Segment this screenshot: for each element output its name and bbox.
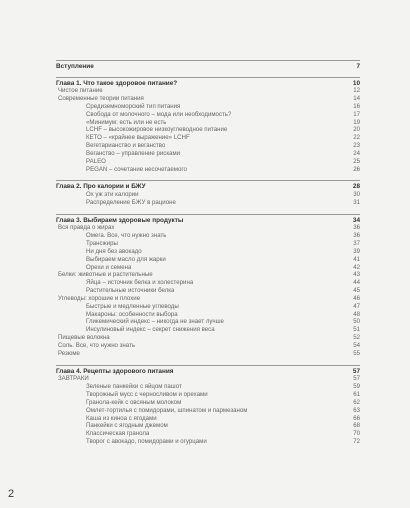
- toc-intro-title: Вступление: [56, 63, 94, 70]
- toc-entry-title: PEGAN – сочетание несочетаемого: [86, 165, 187, 173]
- toc-entry-title: «Минимум: есть или не есть: [86, 118, 167, 126]
- toc-entry-title: Панкейки с ягодным джемом: [86, 422, 168, 430]
- toc-entry-title: Гранола-кейк с овсяным молоком: [86, 398, 182, 406]
- toc-entry-title: Инсулиновый индекс – секрет снижения веса: [86, 326, 215, 334]
- toc-chapter-title: Глава 4. Рецепты здорового питания: [56, 367, 174, 375]
- toc-entry-page: 54: [353, 342, 360, 349]
- toc-chapter-title: Глава 2. Про калории и БЖУ: [56, 183, 146, 191]
- toc-entry-page: 72: [353, 438, 360, 446]
- toc-entry-title: Растительные источники белка: [86, 287, 175, 295]
- toc-entry-page: 70: [353, 430, 360, 438]
- toc-entry[interactable]: [56, 95, 360, 103]
- toc-entry-title: Каша из киноа с ягодами: [86, 414, 157, 422]
- toc-entry[interactable]: [56, 422, 360, 430]
- toc-entry-page: 24: [353, 149, 360, 157]
- separator-line: [56, 365, 360, 366]
- toc-entry-page: 37: [353, 240, 360, 248]
- toc-entry-title: Чистое питание: [58, 87, 103, 95]
- toc-entry[interactable]: [56, 295, 360, 303]
- toc-chapter-page: 57: [352, 367, 360, 375]
- toc-entry[interactable]: [56, 142, 360, 150]
- toc-entry-title: Зеленые панкейки с яйцом пашот: [86, 383, 182, 391]
- toc-entry[interactable]: [56, 158, 360, 166]
- toc-entry[interactable]: [56, 350, 360, 358]
- toc-entry-page: 47: [353, 302, 360, 310]
- toc-entry-page: 52: [353, 334, 360, 342]
- toc-entry[interactable]: [56, 318, 360, 326]
- toc-entry[interactable]: [56, 264, 360, 272]
- toc-entry[interactable]: [56, 342, 360, 350]
- toc-entry[interactable]: [56, 87, 360, 95]
- toc-entry-page: 44: [353, 279, 360, 287]
- toc-entry-title: Гликемический индекс – никогда не знает лучше: [86, 318, 224, 326]
- toc-entry-title: Распределение БЖУ в рационе: [86, 198, 176, 206]
- toc-entry-title: ЗАВТРАКИ: [58, 375, 89, 383]
- toc-entry-title: Макароны: особенности выбора: [86, 310, 178, 318]
- toc-entry[interactable]: [56, 287, 360, 295]
- toc-entry-title: Ни дня без авокадо: [86, 247, 142, 255]
- toc-entry[interactable]: [56, 271, 360, 279]
- toc-entry-page: 55: [353, 349, 360, 357]
- toc-chapter-title: Глава 1. Что такое здоровое питание?: [56, 79, 178, 87]
- separator-line: [56, 77, 360, 78]
- toc-entry[interactable]: [56, 334, 360, 342]
- toc-chapter-page: 34: [352, 216, 360, 224]
- toc-chapter-page: 28: [352, 183, 360, 191]
- toc-entry-page: 51: [353, 326, 360, 334]
- toc-entry-page: 31: [353, 198, 360, 206]
- table-of-contents: [56, 52, 360, 453]
- toc-entry-page: 46: [353, 294, 360, 302]
- toc-entry-title: Омега. Все, что нужно знать: [86, 232, 167, 240]
- toc-entry[interactable]: [56, 256, 360, 264]
- toc-entry-page: 43: [353, 271, 360, 279]
- toc-entry[interactable]: [56, 150, 360, 158]
- toc-entry[interactable]: [56, 407, 360, 415]
- toc-entry[interactable]: [56, 326, 360, 334]
- toc-entry-title: Современные теории питания: [58, 95, 144, 103]
- toc-entry[interactable]: [56, 279, 360, 287]
- toc-entry[interactable]: [56, 383, 360, 391]
- toc-entry-title: Быстрые и медленные углеводы: [86, 302, 179, 310]
- toc-chapter[interactable]: [56, 368, 360, 376]
- toc-entry-page: 45: [353, 287, 360, 295]
- toc-entry[interactable]: [56, 126, 360, 134]
- toc-entry-page: 62: [353, 398, 360, 406]
- toc-entry[interactable]: [56, 391, 360, 399]
- toc-entry-page: 57: [353, 375, 360, 383]
- toc-entry-title: Пищевые волокна: [58, 334, 110, 342]
- toc-entry[interactable]: [56, 375, 360, 383]
- toc-entry[interactable]: [56, 134, 360, 142]
- toc-entry-title: Омлет-тортилья с помидорами, шпинатом и пармезаном: [86, 406, 248, 414]
- toc-entry[interactable]: [56, 224, 360, 232]
- toc-entry-page: 30: [353, 191, 360, 199]
- toc-entry[interactable]: [56, 191, 360, 199]
- toc-entry-title: Орехи и семена: [86, 263, 132, 271]
- toc-entry-title: Вся правда о жирах: [58, 224, 115, 232]
- toc-entry-title: Классическая гранола: [86, 430, 150, 438]
- toc-entry-title: Резюме: [58, 349, 80, 357]
- toc-entry[interactable]: [56, 303, 360, 311]
- toc-entry[interactable]: [56, 248, 360, 256]
- toc-entry-page: 68: [353, 422, 360, 430]
- toc-entry-page: 16: [353, 102, 360, 110]
- toc-entry-page: 17: [353, 110, 360, 118]
- toc-entry[interactable]: [56, 111, 360, 119]
- toc-entry-page: 39: [353, 247, 360, 255]
- toc-entry-title: Ох уж эти калории: [86, 191, 139, 199]
- toc-entry-page: 26: [353, 165, 360, 173]
- toc-entry-title: Яйца – источник белка и холестерина: [86, 279, 194, 287]
- toc-entry[interactable]: [56, 311, 360, 319]
- toc-entry-title: Вегетарианство и веганство: [86, 142, 166, 150]
- toc-entry-page: 20: [353, 126, 360, 134]
- toc-chapter-title: Глава 3. Выбираем здоровые продукты: [56, 216, 184, 224]
- toc-entry-title: Веганство – управление рисками: [86, 149, 181, 157]
- toc-entry[interactable]: [56, 415, 360, 423]
- separator-line: [56, 214, 360, 215]
- toc-entry-title: Выбираем масло для жарки: [86, 255, 166, 263]
- toc-entry-page: 48: [353, 310, 360, 318]
- toc-entry-page: 50: [353, 318, 360, 326]
- toc-chapter[interactable]: [56, 183, 360, 191]
- toc-entry-page: 59: [353, 383, 360, 391]
- toc-entry[interactable]: [56, 399, 360, 407]
- toc-intro-page: 7: [356, 63, 360, 70]
- toc-entry-page: 42: [353, 263, 360, 271]
- toc-entry-page: 25: [353, 157, 360, 165]
- toc-entry-title: Соль. Все, что нужно знать: [58, 342, 136, 349]
- toc-entry-page: 63: [353, 406, 360, 414]
- toc-entry[interactable]: [56, 199, 360, 207]
- toc-chapter[interactable]: [56, 217, 360, 225]
- toc-entry-title: Творог с авокадо, помидорами и огурцами: [86, 438, 207, 446]
- toc-entry-page: 12: [353, 87, 360, 95]
- toc-entry[interactable]: [56, 438, 360, 446]
- toc-entry-title: Свобода от молочного – мода или необходимость?: [86, 110, 232, 118]
- toc-chapters: [56, 77, 360, 453]
- toc-entry-title: LCHF – высокожировое низкоуглеводное питание: [86, 126, 228, 134]
- toc-entry-title: КЕТО – «крайнее выражение» LCHF: [86, 134, 190, 142]
- toc-entry-page: 19: [353, 118, 360, 126]
- separator-line: [56, 60, 360, 61]
- toc-entry[interactable]: [56, 166, 360, 174]
- toc-intro[interactable]: [56, 63, 360, 71]
- toc-entry-title: Творожный мусс с черносливом и орехами: [86, 390, 208, 398]
- toc-entry-page: 61: [353, 390, 360, 398]
- toc-entry-page: 36: [353, 224, 360, 232]
- page-number: 2: [8, 488, 15, 500]
- toc-entry-title: Углеводы: хорошие и плохие: [58, 294, 141, 302]
- toc-entry-page: 23: [353, 142, 360, 150]
- toc-entry-title: Средиземноморский тип питания: [86, 102, 181, 110]
- toc-entry[interactable]: [56, 240, 360, 248]
- toc-entry[interactable]: [56, 119, 360, 127]
- toc-entry[interactable]: [56, 430, 360, 438]
- toc-entry-page: 22: [353, 134, 360, 142]
- toc-entry-title: Белки: животные и растительные: [58, 271, 153, 279]
- toc-entry-page: 41: [353, 255, 360, 263]
- toc-chapter-page: 10: [352, 79, 360, 87]
- toc-entry[interactable]: [56, 103, 360, 111]
- toc-entry[interactable]: [56, 232, 360, 240]
- toc-entry-page: 14: [353, 95, 360, 103]
- toc-chapter[interactable]: [56, 80, 360, 88]
- toc-entry-page: 66: [353, 414, 360, 422]
- toc-entry-title: PALEO: [86, 157, 106, 165]
- toc-entry-title: Трансжиры: [86, 240, 118, 248]
- toc-entry-page: 36: [353, 232, 360, 240]
- separator-line: [56, 180, 360, 181]
